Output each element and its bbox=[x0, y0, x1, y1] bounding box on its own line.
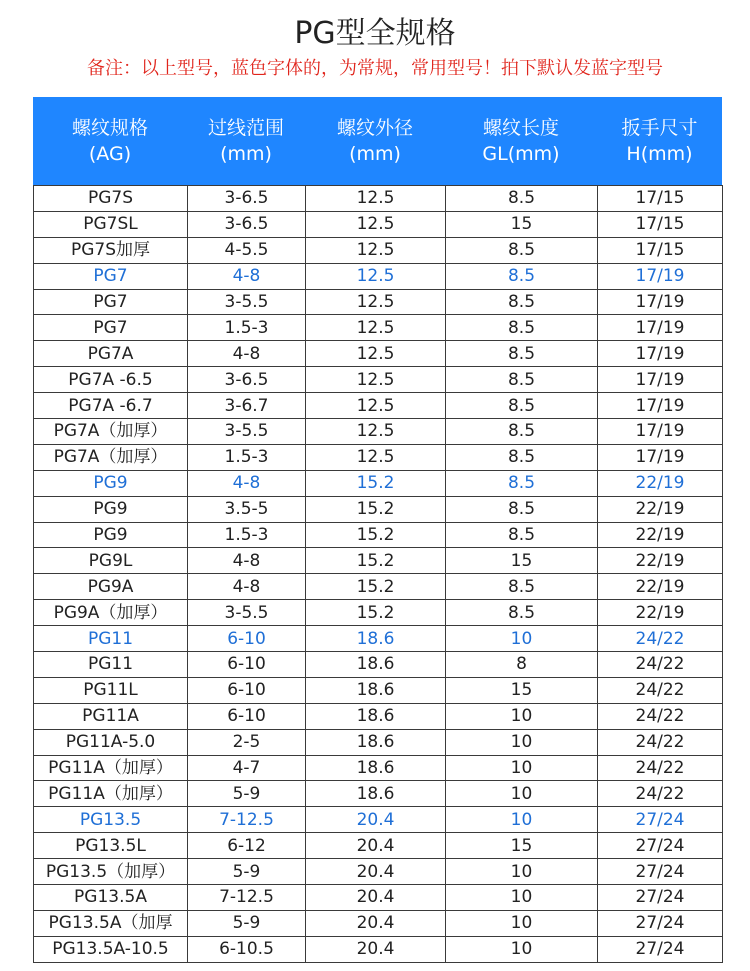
cell-thread-length: 8.5 bbox=[446, 263, 598, 289]
cell-thread-od: 20.4 bbox=[306, 807, 446, 833]
table-row bbox=[34, 807, 723, 833]
table-row bbox=[34, 419, 723, 445]
table-row bbox=[34, 315, 723, 341]
cell-thread-od: 15.2 bbox=[306, 600, 446, 626]
header-unit: (AG) bbox=[88, 143, 132, 165]
cell-thread-spec: PG13.5A（加厚 bbox=[34, 910, 188, 936]
header-thread-spec bbox=[33, 97, 187, 185]
table-row bbox=[34, 729, 723, 755]
cell-thread-spec: PG11A（加厚） bbox=[34, 781, 188, 807]
cell-cable-range: 2-5 bbox=[188, 729, 306, 755]
cell-wrench-size: 24/22 bbox=[598, 626, 723, 652]
cell-thread-length: 10 bbox=[446, 703, 598, 729]
table-row bbox=[34, 548, 723, 574]
cell-thread-spec: PG7A bbox=[34, 341, 188, 367]
cell-cable-range: 4-8 bbox=[188, 470, 306, 496]
cell-cable-range: 6-10.5 bbox=[188, 936, 306, 962]
cell-wrench-size: 17/19 bbox=[598, 444, 723, 470]
table-row bbox=[34, 781, 723, 807]
table-row bbox=[34, 574, 723, 600]
cell-wrench-size: 24/22 bbox=[598, 703, 723, 729]
cell-thread-length: 8.5 bbox=[446, 496, 598, 522]
cell-thread-spec: PG9 bbox=[34, 522, 188, 548]
table-row bbox=[34, 859, 723, 885]
cell-wrench-size: 24/22 bbox=[598, 755, 723, 781]
cell-thread-od: 18.6 bbox=[306, 729, 446, 755]
table-row bbox=[34, 289, 723, 315]
cell-thread-spec: PG13.5A-10.5 bbox=[34, 936, 188, 962]
cell-thread-length: 8.5 bbox=[446, 574, 598, 600]
cell-thread-spec: PG7S加厚 bbox=[34, 237, 188, 263]
page-title: PG型全规格 bbox=[294, 16, 456, 51]
cell-thread-od: 12.5 bbox=[306, 444, 446, 470]
cell-thread-spec: PG13.5 bbox=[34, 807, 188, 833]
table-row bbox=[34, 626, 723, 652]
cell-cable-range: 1.5-3 bbox=[188, 315, 306, 341]
cell-thread-spec: PG9 bbox=[34, 496, 188, 522]
cell-cable-range: 3-5.5 bbox=[188, 600, 306, 626]
cell-thread-spec: PG9A（加厚） bbox=[34, 600, 188, 626]
cell-thread-od: 12.5 bbox=[306, 341, 446, 367]
cell-wrench-size: 17/19 bbox=[598, 263, 723, 289]
cell-thread-length: 15 bbox=[446, 548, 598, 574]
cell-thread-length: 10 bbox=[446, 807, 598, 833]
cell-cable-range: 3-6.5 bbox=[188, 186, 306, 212]
cell-cable-range: 3-5.5 bbox=[188, 289, 306, 315]
cell-wrench-size: 17/19 bbox=[598, 315, 723, 341]
cell-cable-range: 1.5-3 bbox=[188, 444, 306, 470]
cell-thread-od: 15.2 bbox=[306, 522, 446, 548]
cell-cable-range: 4-8 bbox=[188, 263, 306, 289]
header-thread-length bbox=[445, 97, 597, 185]
cell-thread-length: 10 bbox=[446, 755, 598, 781]
cell-cable-range: 1.5-3 bbox=[188, 522, 306, 548]
cell-thread-od: 12.5 bbox=[306, 393, 446, 419]
cell-thread-length: 8.5 bbox=[446, 341, 598, 367]
cell-wrench-size: 22/19 bbox=[598, 548, 723, 574]
cell-wrench-size: 17/15 bbox=[598, 237, 723, 263]
cell-wrench-size: 22/19 bbox=[598, 470, 723, 496]
cell-thread-od: 12.5 bbox=[306, 263, 446, 289]
table-row bbox=[34, 341, 723, 367]
cell-thread-od: 12.5 bbox=[306, 211, 446, 237]
cell-thread-od: 15.2 bbox=[306, 470, 446, 496]
header-unit: GL(mm) bbox=[482, 143, 560, 165]
table-row bbox=[34, 470, 723, 496]
spec-table bbox=[33, 185, 723, 963]
header-label: 螺纹外径 bbox=[336, 117, 413, 139]
table-row bbox=[34, 496, 723, 522]
cell-cable-range: 3-6.5 bbox=[188, 367, 306, 393]
cell-thread-od: 12.5 bbox=[306, 237, 446, 263]
cell-thread-length: 8.5 bbox=[446, 419, 598, 445]
cell-wrench-size: 17/19 bbox=[598, 419, 723, 445]
cell-thread-od: 15.2 bbox=[306, 496, 446, 522]
header-unit: (mm) bbox=[220, 143, 272, 165]
cell-thread-length: 15 bbox=[446, 833, 598, 859]
cell-wrench-size: 27/24 bbox=[598, 807, 723, 833]
cell-thread-length: 8.5 bbox=[446, 393, 598, 419]
cell-wrench-size: 27/24 bbox=[598, 936, 723, 962]
cell-wrench-size: 27/24 bbox=[598, 859, 723, 885]
cell-thread-length: 10 bbox=[446, 885, 598, 911]
cell-cable-range: 6-12 bbox=[188, 833, 306, 859]
cell-wrench-size: 17/19 bbox=[598, 341, 723, 367]
header-label: 螺纹规格 bbox=[71, 117, 148, 139]
cell-thread-od: 20.4 bbox=[306, 910, 446, 936]
cell-thread-spec: PG11A bbox=[34, 703, 188, 729]
cell-thread-spec: PG13.5A bbox=[34, 885, 188, 911]
cell-wrench-size: 22/19 bbox=[598, 522, 723, 548]
header-unit: H(mm) bbox=[626, 143, 693, 165]
cell-thread-spec: PG7 bbox=[34, 263, 188, 289]
cell-thread-spec: PG7 bbox=[34, 315, 188, 341]
cell-thread-length: 8.5 bbox=[446, 367, 598, 393]
cell-thread-od: 20.4 bbox=[306, 936, 446, 962]
cell-thread-length: 10 bbox=[446, 859, 598, 885]
cell-thread-od: 12.5 bbox=[306, 419, 446, 445]
cell-thread-spec: PG13.5（加厚） bbox=[34, 859, 188, 885]
cell-thread-length: 8.5 bbox=[446, 186, 598, 212]
cell-wrench-size: 27/24 bbox=[598, 885, 723, 911]
cell-cable-range: 5-9 bbox=[188, 781, 306, 807]
cell-cable-range: 7-12.5 bbox=[188, 885, 306, 911]
header-thread-od bbox=[305, 97, 445, 185]
cell-cable-range: 3-5.5 bbox=[188, 419, 306, 445]
cell-wrench-size: 22/19 bbox=[598, 496, 723, 522]
cell-thread-od: 15.2 bbox=[306, 548, 446, 574]
cell-thread-spec: PG11A-5.0 bbox=[34, 729, 188, 755]
cell-thread-length: 10 bbox=[446, 910, 598, 936]
cell-thread-spec: PG7A -6.7 bbox=[34, 393, 188, 419]
table-row bbox=[34, 367, 723, 393]
cell-thread-length: 10 bbox=[446, 781, 598, 807]
table-row bbox=[34, 263, 723, 289]
cell-thread-od: 18.6 bbox=[306, 755, 446, 781]
cell-thread-spec: PG9L bbox=[34, 548, 188, 574]
cell-cable-range: 3-6.7 bbox=[188, 393, 306, 419]
cell-thread-spec: PG7S bbox=[34, 186, 188, 212]
cell-cable-range: 6-10 bbox=[188, 677, 306, 703]
cell-thread-length: 15 bbox=[446, 677, 598, 703]
cell-thread-length: 8.5 bbox=[446, 315, 598, 341]
table-row bbox=[34, 393, 723, 419]
header-label: 过线范围 bbox=[207, 117, 284, 139]
note-text: 备注：以上型号，蓝色字体的，为常规，常用型号！拍下默认发蓝字型号 bbox=[87, 58, 663, 79]
cell-wrench-size: 27/24 bbox=[598, 910, 723, 936]
cell-cable-range: 6-10 bbox=[188, 652, 306, 678]
table-row bbox=[34, 910, 723, 936]
cell-thread-length: 8 bbox=[446, 652, 598, 678]
cell-thread-spec: PG7SL bbox=[34, 211, 188, 237]
table-row bbox=[34, 677, 723, 703]
table-row bbox=[34, 600, 723, 626]
cell-cable-range: 4-7 bbox=[188, 755, 306, 781]
cell-thread-spec: PG11L bbox=[34, 677, 188, 703]
cell-thread-length: 8.5 bbox=[446, 444, 598, 470]
cell-thread-od: 18.6 bbox=[306, 652, 446, 678]
table-row bbox=[34, 237, 723, 263]
cell-wrench-size: 17/15 bbox=[598, 211, 723, 237]
cell-cable-range: 3-6.5 bbox=[188, 211, 306, 237]
cell-thread-spec: PG11 bbox=[34, 652, 188, 678]
cell-thread-od: 18.6 bbox=[306, 677, 446, 703]
cell-wrench-size: 17/19 bbox=[598, 289, 723, 315]
cell-thread-od: 20.4 bbox=[306, 833, 446, 859]
cell-wrench-size: 22/19 bbox=[598, 600, 723, 626]
cell-thread-od: 12.5 bbox=[306, 289, 446, 315]
cell-thread-od: 12.5 bbox=[306, 315, 446, 341]
table-row bbox=[34, 833, 723, 859]
header-unit: (mm) bbox=[349, 143, 401, 165]
cell-thread-length: 8.5 bbox=[446, 600, 598, 626]
cell-wrench-size: 24/22 bbox=[598, 652, 723, 678]
cell-wrench-size: 17/15 bbox=[598, 186, 723, 212]
cell-wrench-size: 17/19 bbox=[598, 393, 723, 419]
cell-thread-length: 8.5 bbox=[446, 289, 598, 315]
cell-thread-length: 15 bbox=[446, 211, 598, 237]
table-row bbox=[34, 522, 723, 548]
cell-thread-od: 18.6 bbox=[306, 703, 446, 729]
header-cable-range bbox=[187, 97, 305, 185]
cell-thread-length: 8.5 bbox=[446, 237, 598, 263]
cell-thread-length: 8.5 bbox=[446, 470, 598, 496]
cell-wrench-size: 24/22 bbox=[598, 729, 723, 755]
header-label: 扳手尺寸 bbox=[621, 117, 698, 139]
cell-thread-length: 10 bbox=[446, 729, 598, 755]
cell-cable-range: 4-8 bbox=[188, 574, 306, 600]
header-wrench-size bbox=[597, 97, 722, 185]
cell-thread-od: 12.5 bbox=[306, 367, 446, 393]
cell-thread-spec: PG7 bbox=[34, 289, 188, 315]
cell-cable-range: 6-10 bbox=[188, 703, 306, 729]
header-label: 螺纹长度 bbox=[482, 117, 559, 139]
cell-cable-range: 3.5-5 bbox=[188, 496, 306, 522]
cell-cable-range: 5-9 bbox=[188, 910, 306, 936]
table-row bbox=[34, 885, 723, 911]
table-row bbox=[34, 755, 723, 781]
cell-thread-spec: PG11 bbox=[34, 626, 188, 652]
cell-cable-range: 4-8 bbox=[188, 548, 306, 574]
cell-cable-range: 6-10 bbox=[188, 626, 306, 652]
cell-thread-spec: PG13.5L bbox=[34, 833, 188, 859]
table-row bbox=[34, 211, 723, 237]
cell-thread-spec: PG9 bbox=[34, 470, 188, 496]
table-row bbox=[34, 652, 723, 678]
cell-thread-spec: PG11A（加厚） bbox=[34, 755, 188, 781]
cell-thread-od: 15.2 bbox=[306, 574, 446, 600]
table-row bbox=[34, 703, 723, 729]
cell-thread-od: 18.6 bbox=[306, 626, 446, 652]
cell-cable-range: 7-12.5 bbox=[188, 807, 306, 833]
cell-thread-od: 18.6 bbox=[306, 781, 446, 807]
cell-thread-spec: PG7A -6.5 bbox=[34, 367, 188, 393]
cell-thread-length: 10 bbox=[446, 936, 598, 962]
cell-thread-od: 12.5 bbox=[306, 186, 446, 212]
table-header bbox=[33, 97, 722, 185]
cell-thread-spec: PG7A（加厚） bbox=[34, 419, 188, 445]
table-row bbox=[34, 936, 723, 962]
cell-wrench-size: 17/19 bbox=[598, 367, 723, 393]
cell-cable-range: 5-9 bbox=[188, 859, 306, 885]
cell-wrench-size: 24/22 bbox=[598, 781, 723, 807]
cell-wrench-size: 27/24 bbox=[598, 833, 723, 859]
table-row bbox=[34, 444, 723, 470]
cell-thread-od: 20.4 bbox=[306, 885, 446, 911]
cell-thread-spec: PG7A（加厚） bbox=[34, 444, 188, 470]
cell-thread-od: 20.4 bbox=[306, 859, 446, 885]
cell-wrench-size: 22/19 bbox=[598, 574, 723, 600]
cell-thread-length: 8.5 bbox=[446, 522, 598, 548]
cell-wrench-size: 24/22 bbox=[598, 677, 723, 703]
table-row bbox=[34, 186, 723, 212]
cell-cable-range: 4-8 bbox=[188, 341, 306, 367]
cell-thread-spec: PG9A bbox=[34, 574, 188, 600]
cell-thread-length: 10 bbox=[446, 626, 598, 652]
cell-cable-range: 4-5.5 bbox=[188, 237, 306, 263]
